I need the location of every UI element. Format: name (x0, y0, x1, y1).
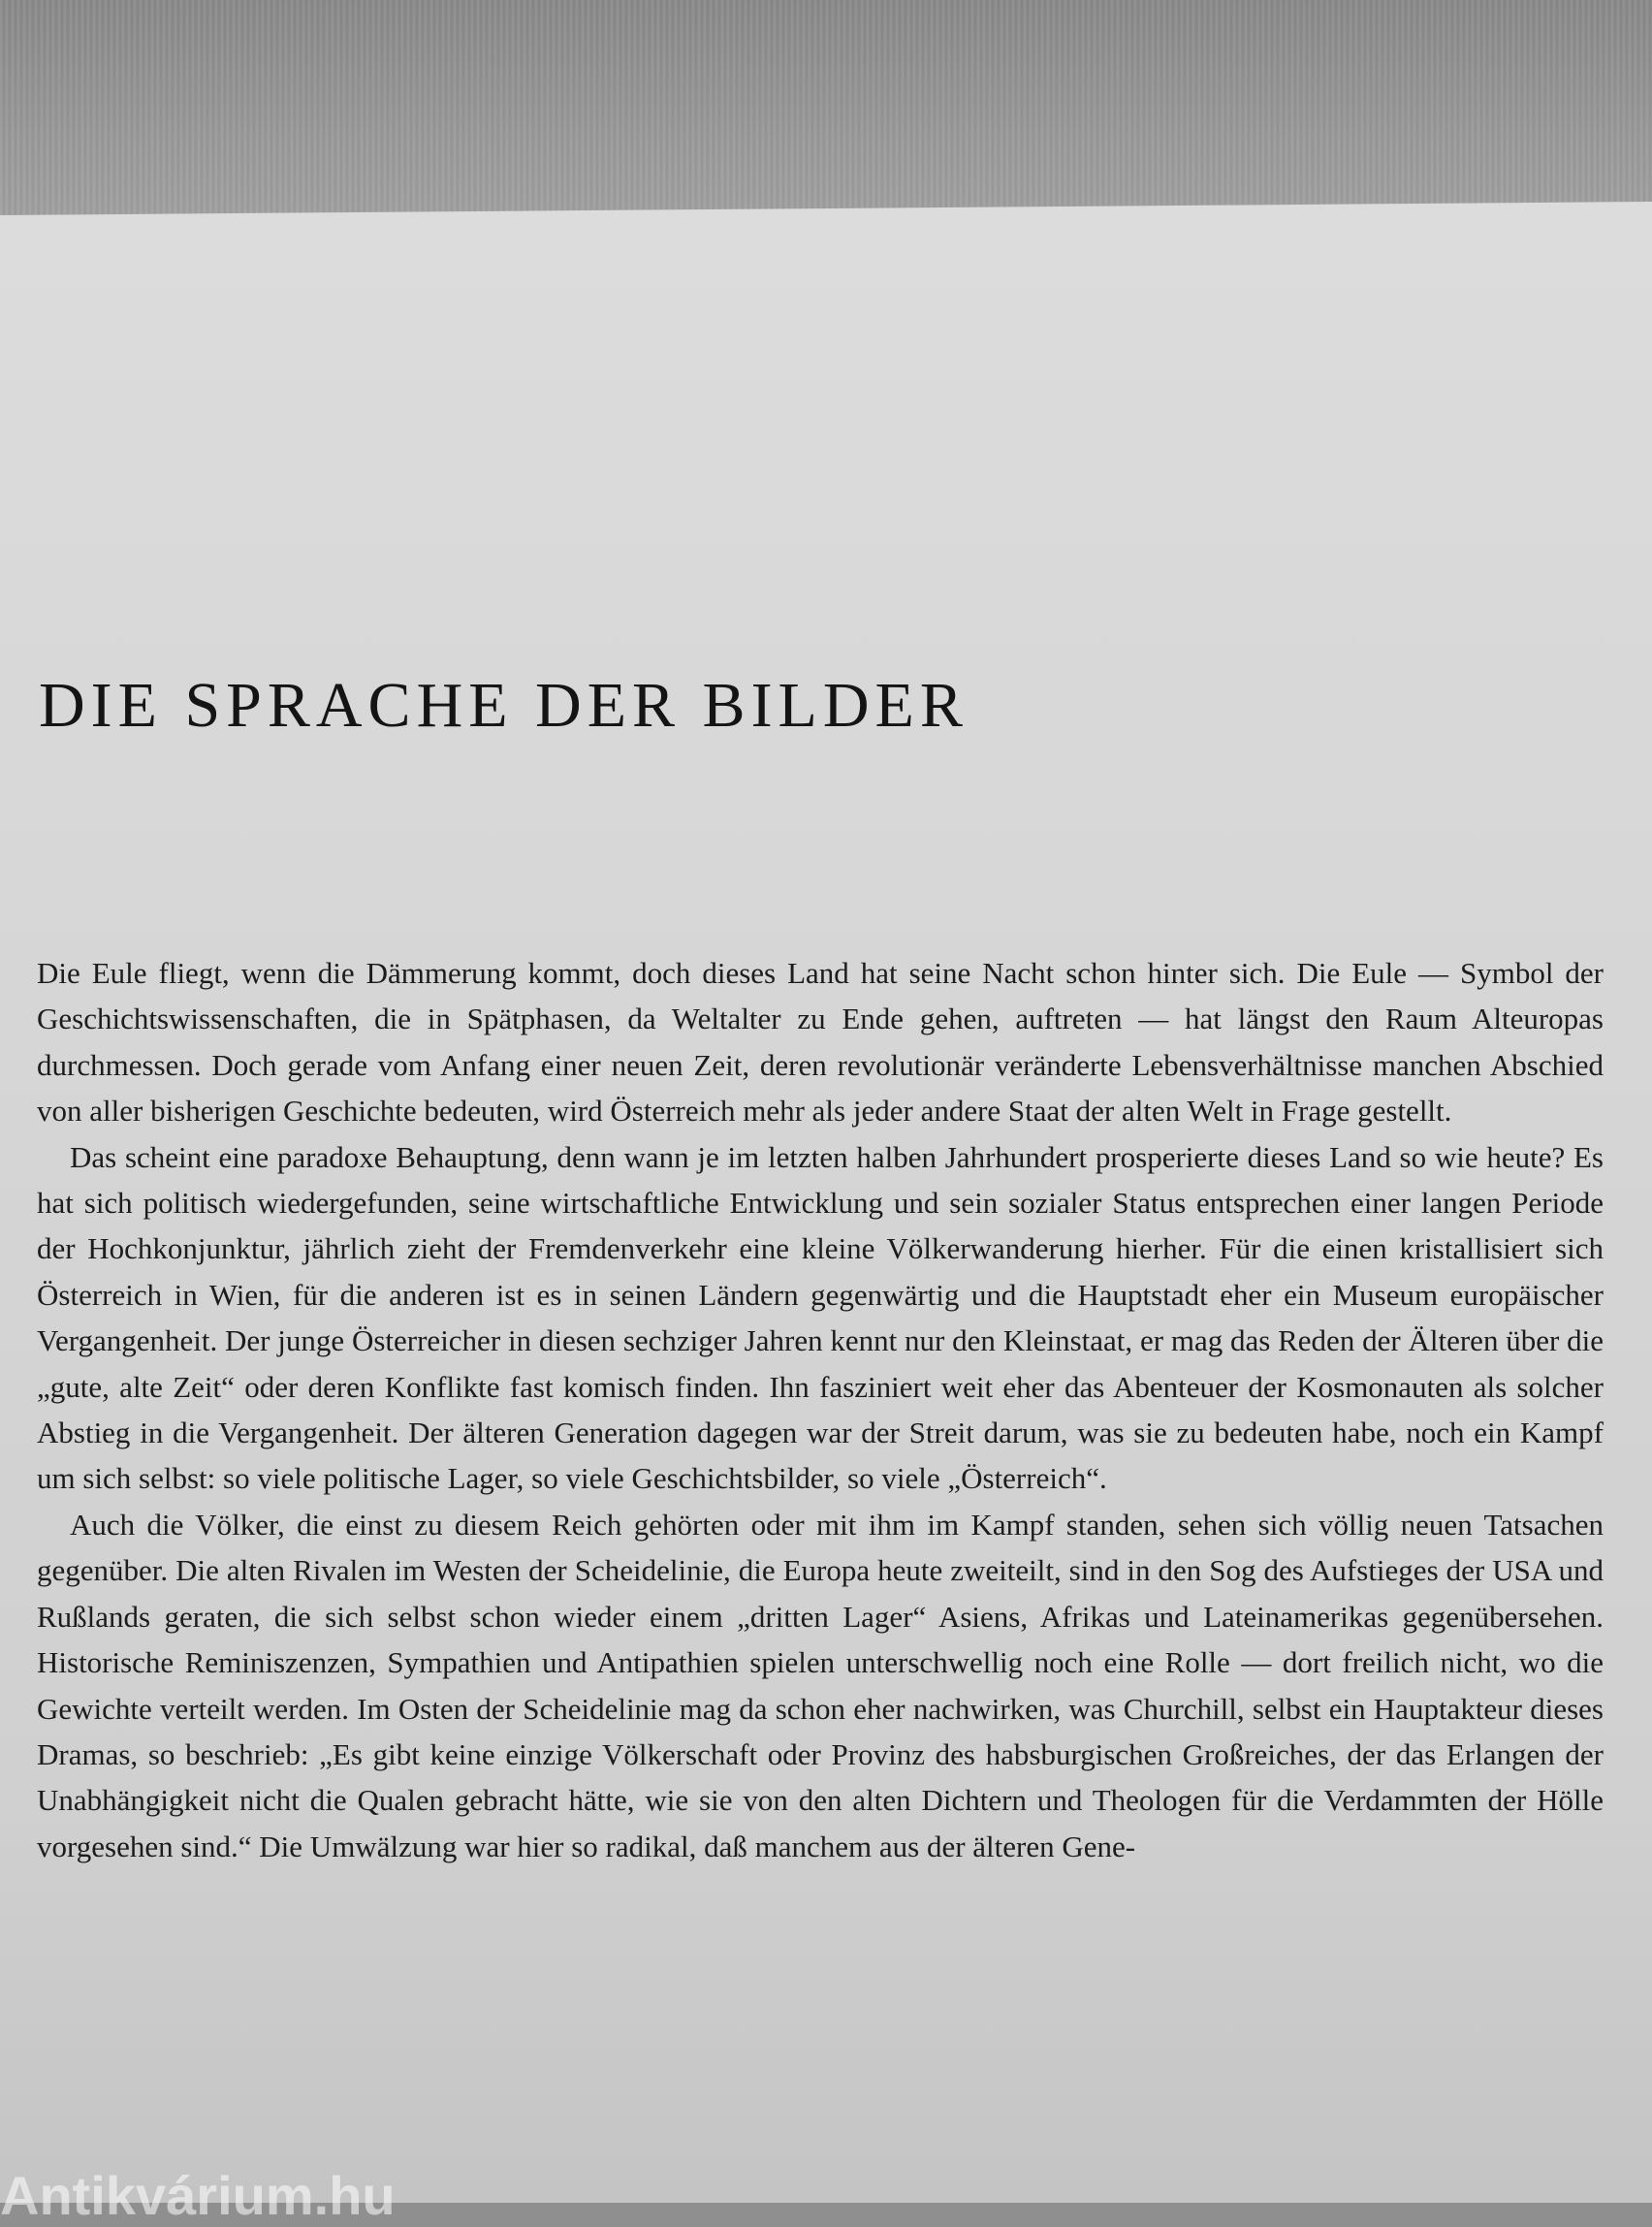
paragraph-3: Auch die Völker, die einst zu diesem Reich gehörten oder mit ihm im Kampf standen, sehen sich völlig neuen Tatsachen gegenüber. Die alten Rivalen im Westen der Scheidelinie, die Europa heute zweiteilt, sind in den Sog des Aufstieges der USA und Rußlands geraten, die sich selbst schon wieder einem „dritten Lager“ Asiens, Afrikas und Lateinamerikas gegenübersehen. Historische Reminiszenzen, Sympathien und Antipathien spielen unterschwellig noch eine Rolle — dort freilich nicht, wo die Gewichte verteilt werden. Im Osten der Scheidelinie mag da schon eher nachwirken, was Churchill, selbst ein Hauptakteur dieses Dramas, so beschrieb: „Es gibt keine einzige Völkerschaft oder Provinz des habsburgischen Großreiches, der das Erlangen der Unabhängigkeit nicht die Qualen gebracht hätte, wie sie von den alten Dichtern und Theologen für die Verdammten der Hölle vorgesehen sind.“ Die Umwälzung war hier so radikal, daß manchem aus der älteren Gene- (37, 1507, 1604, 1863)
watermark: Antikvárium.hu (0, 2165, 396, 2226)
chapter-title: DIE SPRACHE DER BILDER (39, 670, 969, 741)
paragraph-2: Das scheint eine paradoxe Behauptung, denn wann je im letzten halben Jahrhundert prosperierte dieses Land so wie heute? Es hat sich politisch wiedergefunden, seine wirtschaftliche Entwicklung und sein sozialer Status entsprechen einer langen Periode der Hochkonjunktur, jährlich zieht der Fremdenverkehr eine kleine Völkerwanderung hierher. Für die einen kristallisiert sich Österreich in Wien, für die anderen ist es in seinen Ländern gegenwärtig und die Hauptstadt eher ein Museum europäischer Vergangenheit. Der junge Österreicher in diesen sechziger Jahren kennt nur den Kleinstaat, er mag das Reden der Älteren über die „gute, alte Zeit“ oder deren Konflikte fast komisch finden. Ihn fasziniert weit eher das Abenteuer der Kosmonauten als solcher Abstieg in die Vergangenheit. Der älteren Generation dagegen war der Streit darum, was sie zu bedeuten habe, noch ein Kampf um sich selbst: so viele politische Lager, so viele Geschichtsbilder, so viele „Österreich“. (37, 1139, 1604, 1496)
background-surface (0, 0, 1652, 233)
body-text (37, 950, 1604, 1869)
paragraph-1: Die Eule fliegt, wenn die Dämmerung kommt, doch dieses Land hat seine Nacht schon hinter sich. Die Eule — Symbol der Geschichtswissenschaften, die in Spätphasen, da Weltalter zu Ende gehen, auftreten — hat längst den Raum Alteuropas durchmessen. Doch gerade vom Anfang einer neuen Zeit, deren revolutionär veränderte Lebensverhältnisse manchen Abschied von aller bisherigen Geschichte bedeuten, wird Österreich mehr als jeder andere Staat der alten Welt in Frage gestellt. (37, 956, 1604, 1129)
